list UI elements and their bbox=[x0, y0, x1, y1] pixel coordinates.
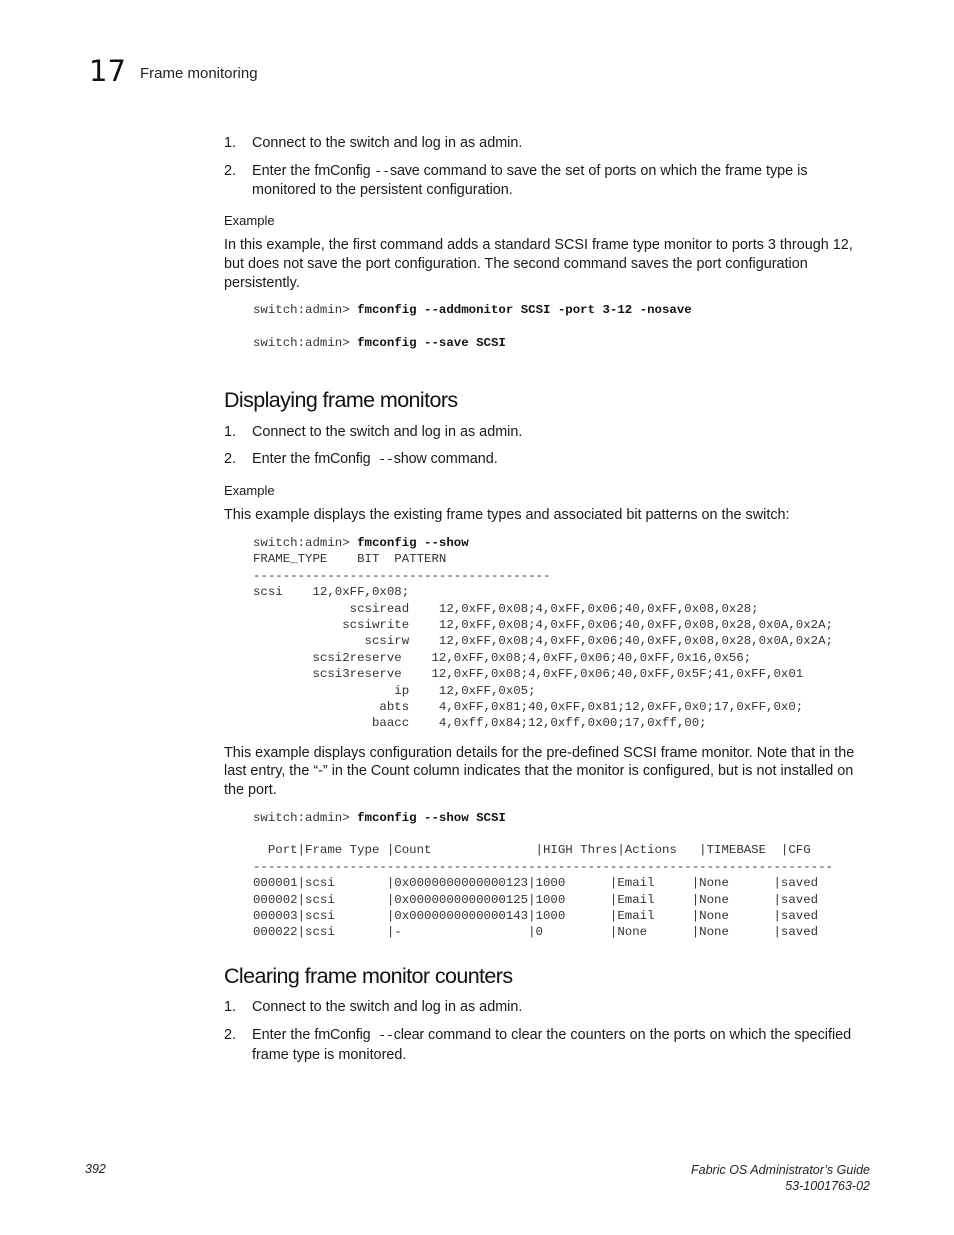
list-item bbox=[224, 1026, 874, 1064]
code-command: fmconfig --addmonitor SCSI -port 3-12 -nosave bbox=[357, 303, 692, 318]
chapter-number: 17 bbox=[89, 54, 126, 88]
section-heading: Clearing frame monitor counters bbox=[224, 963, 513, 988]
command-name: fmConfig bbox=[314, 451, 371, 468]
command-name: fmConfig bbox=[314, 162, 371, 179]
code-command: fmconfig --show bbox=[357, 535, 469, 550]
example-text: In this example, the first command adds a standard SCSI frame type monitor to ports 3 through 12, but does not save the port configuration. The second command saves the port configuration persistently. bbox=[224, 237, 853, 291]
step-text: Connect to the switch and log in as admin. bbox=[252, 423, 523, 440]
example-text: This example displays configuration details for the pre-defined SCSI frame monitor. Note that in the last entry, the “-” in the Count column indicates that the monitor is configured, but is not installed on the port. bbox=[224, 744, 855, 798]
step-number: 2. bbox=[224, 162, 237, 179]
code-block bbox=[253, 335, 874, 351]
list-item bbox=[224, 998, 874, 1017]
step-text-pre: Enter the bbox=[252, 162, 315, 179]
list-item bbox=[224, 423, 874, 442]
footer-doc-info bbox=[691, 1162, 870, 1194]
step-text-post: command. bbox=[426, 451, 498, 468]
code-prompt: switch:admin> bbox=[253, 535, 358, 550]
list-item bbox=[224, 162, 874, 200]
example-label: Example bbox=[224, 482, 275, 498]
code-block bbox=[253, 302, 874, 318]
example-label: Example bbox=[224, 212, 275, 228]
code-prompt: switch:admin> bbox=[253, 810, 358, 825]
option-dash: -- bbox=[374, 163, 390, 179]
option-dash: -- bbox=[370, 452, 394, 468]
code-output: Port|Frame Type |Count |HIGH Thres|Actions |TIMEBASE |CFG ------------------------------------------------------------------------------ 000001|scsi |0x0000000000000123|1000 |Email |None |saved 000002|scsi |0x0000000000000125|1000 |Email |None |saved 000003|scsi |0x0000000000000143|1000 |Email |None |saved 000022|scsi |- |0 |None |None |saved bbox=[253, 843, 833, 940]
step-text-post: command to clear the counters on the ports on which the specified frame type is monitored. bbox=[252, 1027, 852, 1063]
step-number: 2. bbox=[224, 451, 237, 468]
step-text-pre: Enter the bbox=[252, 451, 315, 468]
code-prompt: switch:admin> bbox=[253, 335, 358, 350]
step-text-pre: Enter the bbox=[252, 1027, 315, 1044]
example-text: This example displays the existing frame types and associated bit patterns on the switch: bbox=[224, 507, 790, 524]
code-command: fmconfig --show SCSI bbox=[357, 810, 506, 825]
list-item bbox=[224, 134, 874, 153]
page-number: 392 bbox=[85, 1162, 106, 1176]
code-output: FRAME_TYPE BIT PATTERN ---------------------------------------- scsi 12,0xFF,0x08; scsiread 12,0xFF,0x08;4,0xFF,0x06;40,0xFF,0x08,0x28; scsiwrite 12,0xFF,0x08;4,0xFF,0x06;40,0xFF,0x08,0x28,0x0A,0x2A; scsirw 12,0xFF,0x08;4,0xFF,0x06;40,0xFF,0x08,0x28,0x0A,0x2A; scsi2reserve 12,0xFF,0x08;4,0xFF,0x06;40,0xFF,0x16,0x56; scsi3reserve 12,0xFF,0x08;4,0xFF,0x06;40,0xFF,0x5F;41,0xFF,0x01 ip 12,0xFF,0x05; abts 4,0xFF,0x81;40,0xFF,0x81;12,0xFF,0x0;17,0xFF,0x0; baacc 4,0xff,0x84;12,0xff,0x00;17,0xff,00; bbox=[253, 552, 833, 731]
chapter-title: Frame monitoring bbox=[140, 65, 258, 82]
step-number: 1. bbox=[224, 423, 237, 440]
step-text: Connect to the switch and log in as admin. bbox=[252, 999, 523, 1016]
step-number: 1. bbox=[224, 999, 237, 1016]
command-name: fmConfig bbox=[314, 1027, 371, 1044]
list-item bbox=[224, 450, 874, 470]
command-option: save bbox=[390, 162, 420, 179]
doc-title: Fabric OS Administrator’s Guide bbox=[691, 1163, 870, 1177]
command-option: show bbox=[393, 451, 427, 468]
step-number: 2. bbox=[224, 1027, 237, 1044]
command-option: clear bbox=[393, 1027, 424, 1044]
option-dash: -- bbox=[370, 1028, 394, 1044]
code-command: fmconfig --save SCSI bbox=[357, 335, 506, 350]
code-block bbox=[253, 535, 874, 732]
step-text-post: command to save the set of ports on which the frame type is monitored to the persistent configuration. bbox=[252, 162, 808, 199]
page-content bbox=[224, 134, 874, 1073]
step-text: Connect to the switch and log in as admin. bbox=[252, 135, 523, 151]
step-number: 1. bbox=[224, 135, 237, 151]
doc-number: 53-1001763-02 bbox=[785, 1179, 870, 1193]
code-block bbox=[253, 810, 874, 941]
code-prompt: switch:admin> bbox=[253, 303, 358, 318]
section-heading: Displaying frame monitors bbox=[224, 387, 458, 412]
